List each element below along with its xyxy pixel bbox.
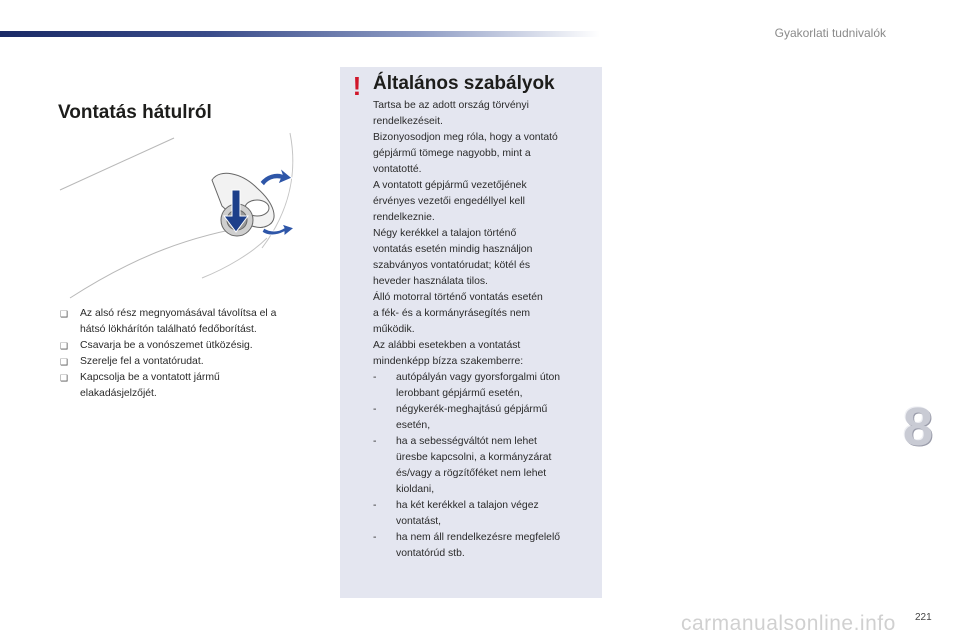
towing-eye-illustration	[52, 128, 302, 303]
step-item: ❑ Szerelje fel a vontatórudat.	[60, 354, 320, 370]
case-item: - négykerék-meghajtású gépjármű esetén,	[373, 404, 548, 431]
bumper-line-mid	[202, 238, 267, 278]
step-item: ❑ Kapcsolja be a vontatott jármű elakadásjelzőjét.	[60, 372, 220, 399]
case-item: - autópályán vagy gyorsforgalmi úton lerobbant gépjármű esetén,	[373, 372, 561, 399]
rules-body	[373, 98, 598, 562]
towing-steps-list	[60, 306, 320, 402]
section-title: Vontatás hátulról	[58, 102, 212, 123]
step-item: ❑ Az alsó rész megnyomásával távolítsa el a hátsó lökhárítón található fedőborítást.	[60, 308, 277, 335]
case-item: - ha két kerékkel a talajon végez vontatást,	[373, 500, 539, 527]
checkbox-bullet-icon: ❑	[60, 357, 69, 367]
page-number: 221	[915, 612, 932, 623]
rules-cases-list	[373, 370, 598, 562]
header-gradient-bar	[0, 31, 600, 37]
rules-title: Általános szabályok	[373, 73, 555, 94]
step-item: ❑ Csavarja be a vonószemet ütközésig.	[60, 338, 320, 354]
bumper-line-upper	[60, 138, 174, 190]
watermark: carmanualsonline.info	[681, 612, 896, 635]
checkbox-bullet-icon: ❑	[60, 341, 69, 351]
checkbox-bullet-icon: ❑	[60, 373, 69, 383]
case-item: - ha a sebességváltót nem lehet üresbe kapcsolni, a kormányzárat és/vagy a rögzítőféket nem lehet kioldani,	[373, 436, 552, 495]
rotate-arrow-upper	[260, 168, 292, 186]
case-item: - ha nem áll rendelkezésre megfelelő vontatórúd stb.	[373, 532, 561, 559]
chapter-number: 8	[903, 397, 934, 457]
checkbox-bullet-icon: ❑	[60, 309, 69, 319]
rules-paragraph: Tartsa be az adott ország törvényi rendelkezéseit. Bizonyosodjon meg róla, hogy a vontató gépjármű tömege nagyobb, mint a vontatotté. A vontatott gépjármű vezetőjének érvényes vezetői engedéllyel kell rendelkeznie. Négy kerékkel a talajon történő vontatás esetén mindig használjon szabványos vontatórudat; kötél és heveder használata tilos. Álló motorral történő vontatás esetén a fék- és a kormányrásegítés nem működik. Az alábbi esetekben a vontatást mindenképp bízza szakemberre:	[373, 100, 558, 367]
warning-icon: !	[352, 71, 362, 101]
section-header-title: Gyakorlati tudnivalók	[774, 26, 886, 40]
